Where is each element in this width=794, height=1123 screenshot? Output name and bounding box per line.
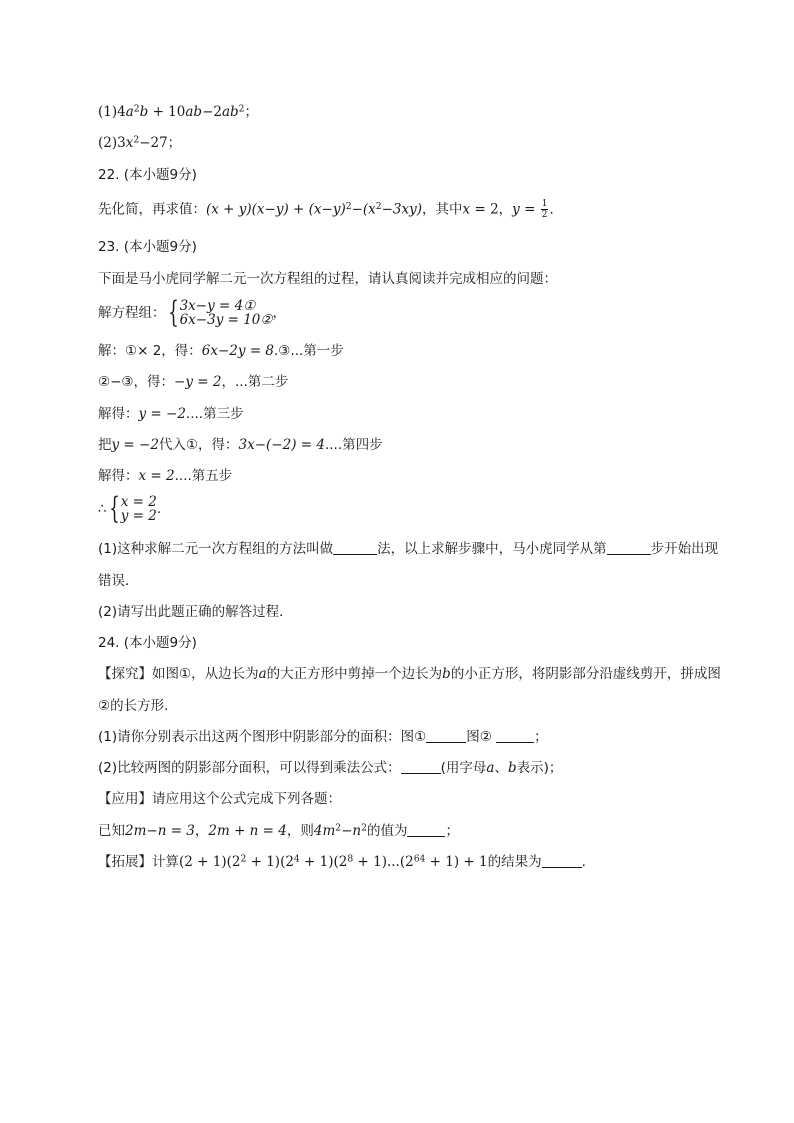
fraction-one-half: $\frac{1}{2}$: [541, 199, 548, 220]
answer-blank[interactable]: [496, 729, 534, 743]
answer-blank[interactable]: [542, 854, 582, 868]
problem-24-explore: 【探究】如图①，从边长为a的大正方形中剪掉一个边长为b的小正方形，将阴影部分沿虚线剪开，拼成图: [98, 666, 721, 682]
problem-24-extend: 【拓展】计算$(2 + 1)(2^2 + 1)(2^4 + 1)(2^8 + 1)...(2^{64} + 1) + 1$的结果为 .: [98, 853, 586, 870]
problem-23-question-1-cont: 错误．: [98, 573, 139, 589]
brace-icon: {: [108, 491, 120, 526]
solution-step-1: 解：①× 2，得：6x−2y = 8.③...第一步: [98, 343, 344, 359]
answer-blank[interactable]: [401, 760, 441, 774]
problem-24-apply-question: 已知2m−n = 3，2m + n = 4，则$4m^2-n^2$的值为 ；: [98, 822, 459, 839]
problem-24-heading: 24. (本小题9分): [98, 635, 197, 651]
answer-blank[interactable]: [426, 729, 466, 743]
problem-23-heading: 23. (本小题9分): [98, 239, 197, 255]
problem-24-question-1: (1)请你分别表示出这两个图形中阴影部分的面积：图① 图② ；: [98, 729, 548, 745]
solution-step-5: 解得：x = 2....第五步: [98, 468, 233, 484]
solution-step-4: 把y = −2代入①，得：3x−(−2) = 4....第四步: [98, 437, 383, 453]
problem-23-question-1: (1)这种求解二元一次方程组的方法叫做 法，以上求解步骤中，马小虎同学从第 步开始出现: [98, 541, 719, 557]
brace-icon: {: [167, 295, 179, 330]
problem-22-heading: 22. (本小题9分): [98, 167, 197, 183]
problem-23-question-2: (2)请写出此题正确的解答过程．: [98, 604, 293, 620]
problem-21-part-1: $(1)4a^2b + 10ab-2ab^2$；: [98, 103, 259, 120]
problem-24-question-2: (2)比较两图的阴影部分面积，可以得到乘法公式： (用字母a、b表示)；: [98, 760, 563, 776]
solution-step-2: ②−③，得：−y = 2，...第二步: [98, 374, 289, 390]
answer-blank[interactable]: [407, 823, 445, 837]
solution-step-3: 解得：y = −2....第三步: [98, 406, 244, 422]
problem-22-text: 先化简，再求值：$(x + y)(x-y) + (x-y)^2-(x^2-3xy)$，其中x = 2，y = $\frac{1}{2}$ .: [98, 199, 554, 220]
problem-21-part-2: $(2)3x^2-27$；: [98, 134, 182, 151]
equation-system: 解方程组： { 3x−y = 4① 6x−3y = 10② ，: [98, 295, 286, 330]
problem-23-intro: 下面是马小虎同学解二元一次方程组的过程，请认真阅读并完成相应的问题：: [98, 271, 557, 287]
problem-24-explore-cont: ②的长方形．: [98, 698, 178, 714]
solution-result: ∴ { x = 2 y = 2 .: [98, 491, 162, 526]
answer-blank[interactable]: [607, 541, 651, 555]
problem-24-apply: 【应用】请应用这个公式完成下列各题：: [98, 791, 341, 807]
answer-blank[interactable]: [333, 541, 377, 555]
